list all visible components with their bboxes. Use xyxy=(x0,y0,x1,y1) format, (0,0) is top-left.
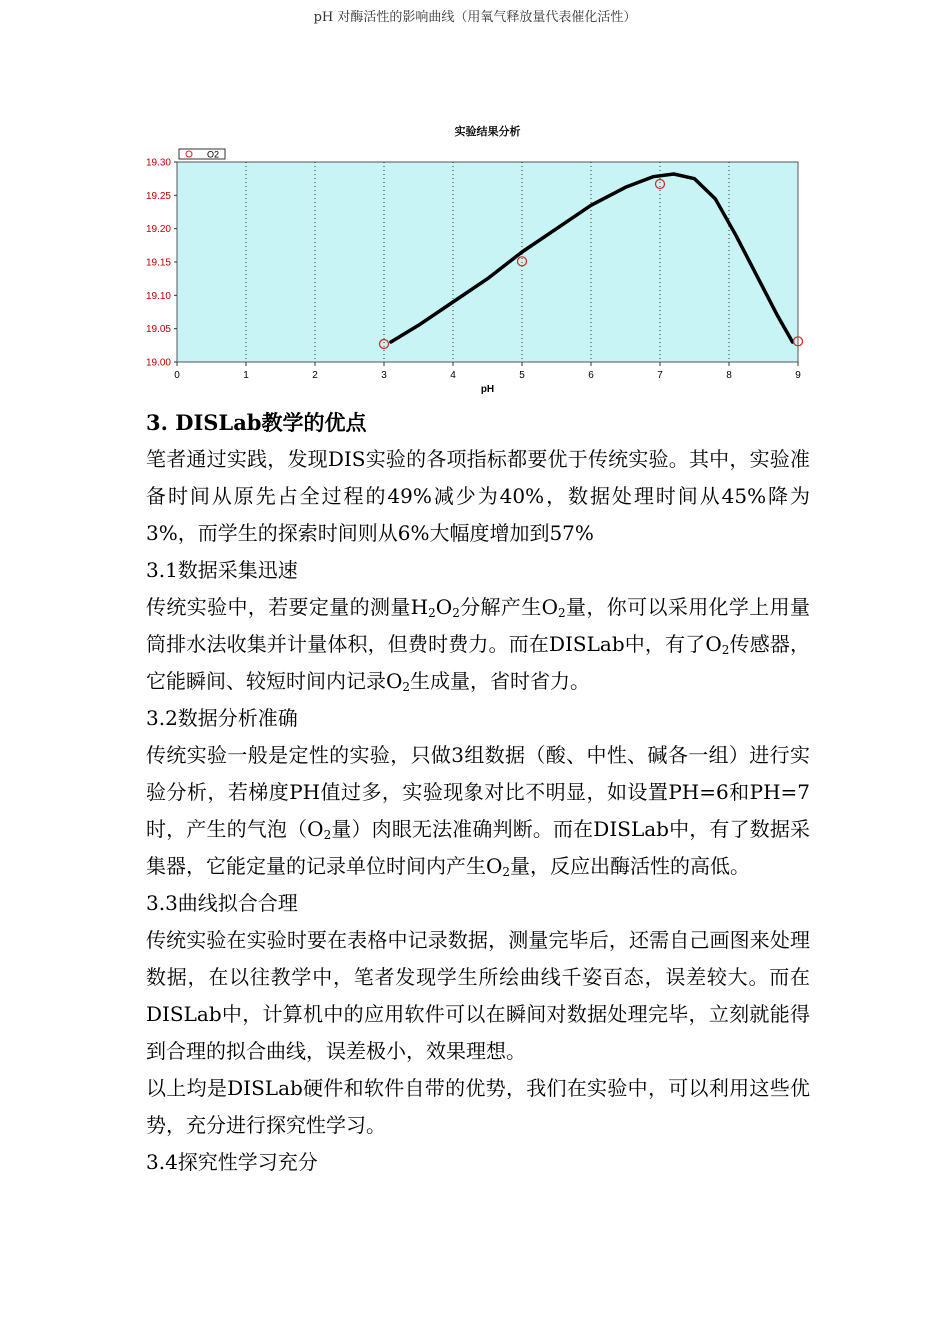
text-run: 量，反应出酶活性的高低。 xyxy=(510,854,751,878)
subscript: 2 xyxy=(452,606,460,620)
text-run: 传统实验一般是定性的实验，只做3组数据（酸、中性、碱各一组）进行实验分析，若梯度PH值过多，实验现象对比不明显，如设置PH=6和PH=7时，产生的气泡（O xyxy=(146,743,810,841)
x-tick-label: 0 xyxy=(174,370,180,381)
y-tick-label: 19.05 xyxy=(145,324,171,336)
y-tick-label: 19.25 xyxy=(145,190,171,202)
x-tick-label: 3 xyxy=(381,370,387,381)
y-tick-label: 19.00 xyxy=(145,357,171,369)
x-tick-label: 6 xyxy=(588,370,594,381)
text-run: 分解产生O xyxy=(459,595,559,619)
section-3-4-heading: 3.4探究性学习充分 xyxy=(146,1150,318,1174)
x-tick-label: 5 xyxy=(519,370,525,381)
x-tick-label: 4 xyxy=(450,370,456,381)
summary-paragraph: 以上均是DISLab硬件和软件自带的优势，我们在实验中，可以利用这些优势，充分进行探究性学习。 xyxy=(146,1076,810,1137)
y-tick-label: 19.30 xyxy=(145,157,171,169)
subscript: 2 xyxy=(428,606,436,620)
section-3-3-heading: 3.3曲线拟合合理 xyxy=(146,891,298,915)
text-run: 量）肉眼无法准确判断。而在DISLab中，有了数据采集器，它能定量的记录单位时间内产生O xyxy=(146,817,810,878)
y-tick-label: 19.10 xyxy=(145,290,171,302)
running-header: pH 对酶活性的影响曲线（用氧气释放量代表催化活性） xyxy=(313,10,637,25)
chart-title: 实验结果分析 xyxy=(454,126,521,138)
subscript: 2 xyxy=(402,680,411,694)
x-tick-label: 7 xyxy=(657,370,663,381)
subscript: 2 xyxy=(558,606,566,620)
x-tick-label: 1 xyxy=(243,370,249,381)
plot-area xyxy=(177,162,798,362)
section-3-heading: 3. DISLab教学的优点 xyxy=(146,410,367,435)
x-tick-label: 2 xyxy=(312,370,318,381)
x-axis-label: pH xyxy=(480,384,495,395)
text-run: 生成量，省时省力。 xyxy=(410,669,591,693)
section-3-1-heading: 3.1数据采集迅速 xyxy=(146,558,298,582)
y-tick-label: 19.20 xyxy=(145,224,171,236)
section-3-1-paragraph xyxy=(146,589,810,700)
article-body xyxy=(146,404,810,1181)
text-run: 量，你可以采用化学上用量筒排水法收集并计量体积，但费时费力。而在DISLab中，有了O xyxy=(146,595,810,656)
text-run: 传感器，它能瞬间、较短时间内记录O xyxy=(146,632,811,693)
x-tick-label: 9 xyxy=(795,370,801,381)
section-3-2-paragraph xyxy=(146,737,810,885)
y-tick-label: 19.15 xyxy=(145,257,171,269)
chart-svg xyxy=(140,118,820,400)
legend-label: O2 xyxy=(207,149,220,160)
section-3-2-heading: 3.2数据分析准确 xyxy=(146,706,298,730)
subscript: 2 xyxy=(502,865,511,879)
section-3-3-paragraph: 传统实验在实验时要在表格中记录数据，测量完毕后，还需自己画图来处理数据，在以往教学中，笔者发现学生所绘曲线千姿百态，误差较大。而在DISLab中，计算机中的应用软件可以在瞬间对数据处理完毕，立刻就能得到合理的拟合曲线，误差极小，效果理想。 xyxy=(146,928,810,1063)
subscript: 2 xyxy=(721,643,730,657)
subscript: 2 xyxy=(323,828,332,842)
text-run: O xyxy=(435,595,453,619)
ph-enzyme-chart xyxy=(140,118,820,400)
x-tick-label: 8 xyxy=(726,370,732,381)
text-run: 传统实验中，若要定量的测量H xyxy=(146,595,429,619)
section-3-paragraph: 笔者通过实践，发现DIS实验的各项指标都要优于传统实验。其中，实验准备时间从原先占全过程的49%减少为40%，数据处理时间从45%降为3%，而学生的探索时间则从6%大幅度增加到57% xyxy=(146,447,810,545)
